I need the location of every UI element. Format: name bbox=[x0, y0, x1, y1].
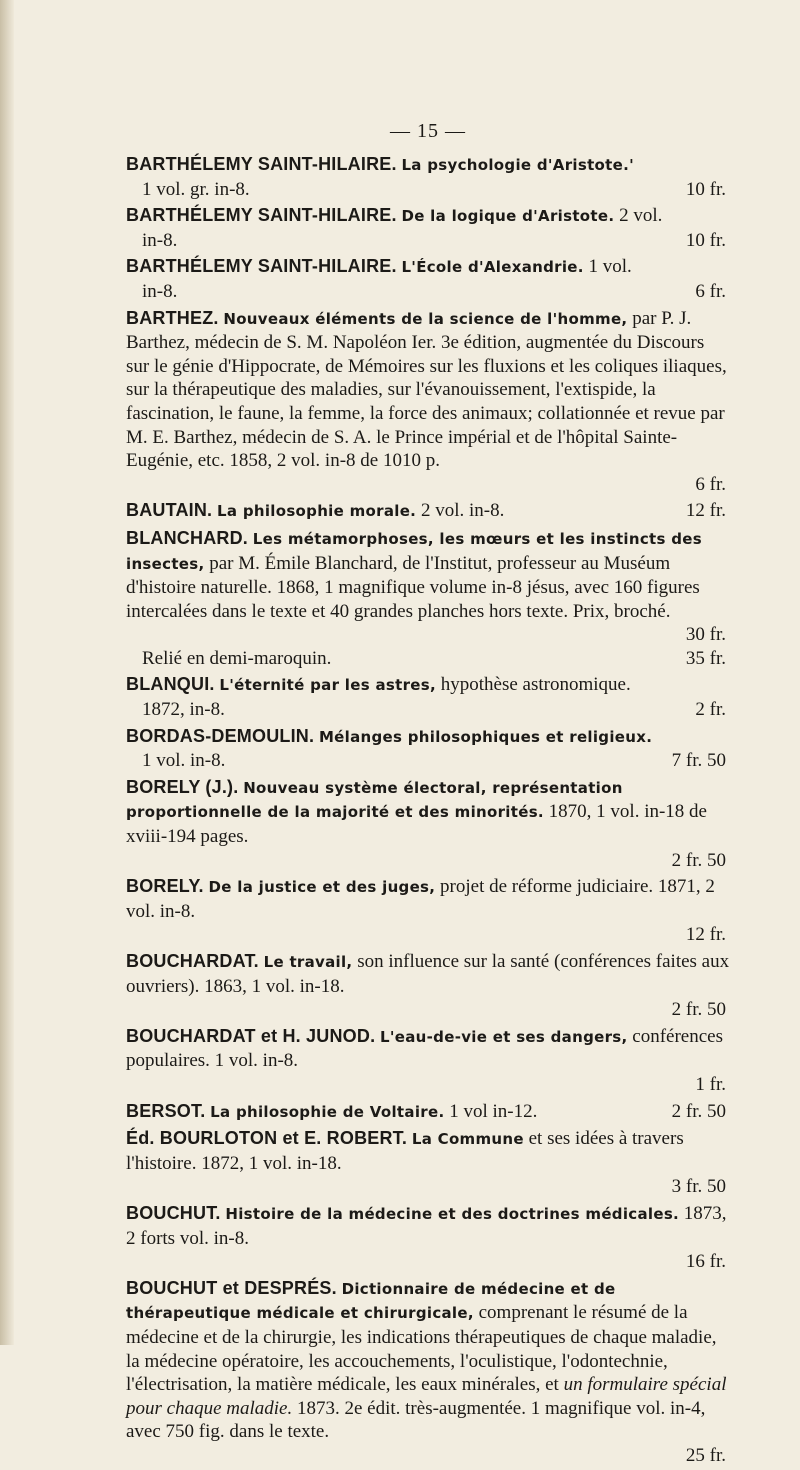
entry-author: BLANQUI. bbox=[126, 674, 215, 695]
page-edge-shadow bbox=[0, 0, 14, 1345]
entry-author: BAUTAIN. bbox=[126, 500, 213, 521]
entry-title: L'École d'Alexandrie. bbox=[401, 258, 584, 277]
entry-description: projet de réforme judiciaire. 1871, 2 vol. in-8. bbox=[126, 876, 715, 922]
entry-title: Histoire de la médecine et des doctrines médicales. bbox=[225, 1204, 680, 1223]
entry-price: 2 fr. 50 bbox=[671, 999, 726, 1021]
entry-price: 2 fr. 50 bbox=[671, 849, 726, 871]
entry-description: son influence sur la santé (conférences faites aux ouvriers). 1863, 1 vol. in-18. bbox=[126, 951, 730, 997]
entry-author: BERSOT. bbox=[126, 1100, 206, 1121]
entry-description: et ses idées à travers l'histoire. 1872, 1 vol. in-18. bbox=[126, 1128, 684, 1174]
entry-title: Nouveaux éléments de la science de l'homme, bbox=[223, 309, 628, 328]
entry-author: BORELY. bbox=[126, 876, 204, 897]
entry-author: BORDAS-DEMOULIN. bbox=[126, 725, 315, 746]
entry-details: 1 vol. in-8. bbox=[142, 750, 226, 772]
entry-details: 1 vol. gr. in-8. bbox=[142, 178, 250, 200]
catalogue-entry bbox=[126, 875, 730, 947]
entry-title: La psychologie d'Aristote.' bbox=[401, 156, 634, 174]
entry-italic-note: un formulaire spécial pour chaque maladie. bbox=[126, 1374, 727, 1419]
catalogue-entry bbox=[126, 307, 730, 497]
catalogue-entry bbox=[126, 1127, 730, 1199]
entry-price: 6 fr. bbox=[695, 280, 726, 302]
catalogue-entry bbox=[126, 673, 730, 721]
catalogue-entry bbox=[126, 1025, 730, 1097]
entry-author: Éd. BOURLOTON et E. ROBERT. bbox=[126, 1128, 408, 1149]
entry-title: Nouveau système électoral, représentation proportionnelle de la majorité et des minorités. bbox=[126, 778, 623, 822]
catalogue-entry bbox=[126, 204, 730, 252]
entry-description: comprenant le résumé de la médecine et de la chirurgie, les indications thérapeutiques de chaque maladie, la médecine opératoire, les accouchements, l'oculistique, l'odontechnie, l'électrisation, la matière médicale, les eaux minérales, et bbox=[126, 1302, 717, 1396]
entry-description: hypothèse astronomique. bbox=[440, 674, 631, 696]
entry-author: BLANCHARD. bbox=[126, 527, 248, 548]
entry-price: 16 fr. bbox=[685, 1251, 726, 1273]
entry-price: 30 fr. bbox=[685, 624, 726, 646]
entry-title: Le travail, bbox=[263, 953, 353, 971]
entry-price: 7 fr. 50 bbox=[671, 750, 726, 772]
catalogue-entry bbox=[126, 1277, 730, 1468]
entry-price: 2 fr. bbox=[695, 699, 726, 721]
entry-author: BARTHÉLEMY SAINT-HILAIRE. bbox=[126, 256, 397, 277]
catalogue-page bbox=[126, 120, 730, 1470]
entry-title: De la logique d'Aristote. bbox=[401, 207, 615, 226]
entry-author: BORELY (J.). bbox=[126, 776, 239, 797]
catalogue-entry bbox=[126, 725, 730, 773]
entry-title: La philosophie morale. bbox=[217, 502, 417, 521]
entry-author: BARTHEZ. bbox=[126, 307, 219, 328]
catalogue-entry bbox=[126, 1100, 730, 1125]
entry-details: in-8. bbox=[142, 229, 178, 251]
entry-description: conférences populaires. 1 vol. in-8. bbox=[126, 1025, 723, 1072]
entry-title: La philosophie de Voltaire. bbox=[210, 1102, 445, 1121]
catalogue-entry bbox=[126, 527, 730, 671]
entry-author: BOUCHARDAT. bbox=[126, 951, 259, 971]
entry-price: 12 fr. bbox=[685, 924, 726, 946]
entry-description: par P. J. Barthez, médecin de S. M. Napoléon Ier. 3e édition, augmentée du Discours sur le génie d'Hippocrate, de Mémoires sur les fluxions et les coliques iliaques, sur la thérapeutique des maladies, sur l'évanouissement, l'extispide, la fascination, le faune, la femme, la force des animaux; collationnée et revue par M. E. Barthez, médecin de S. A. le Prince impérial et de l'hôpital Sainte-Eugénie, etc. 1858, 2 vol. in-8 de 1010 p. bbox=[126, 307, 727, 472]
catalogue-entry bbox=[126, 776, 730, 872]
entry-title: Dictionnaire de médecine et de thérapeutique médicale et chirurgicale, bbox=[126, 1279, 616, 1323]
catalogue-entry bbox=[126, 255, 730, 303]
catalogue-entry bbox=[126, 950, 730, 1022]
entry-title: L'eau-de-vie et ses dangers, bbox=[380, 1027, 628, 1046]
entry-price: 3 fr. 50 bbox=[671, 1176, 726, 1198]
entry-title: La Commune bbox=[411, 1130, 524, 1149]
entry-author: BARTHÉLEMY SAINT-HILAIRE. bbox=[126, 154, 397, 174]
entry-description: 1870, 1 vol. in-18 de xviii-194 pages. bbox=[126, 801, 707, 848]
entry-description: 1873, 2 forts vol. in-8. bbox=[126, 1202, 727, 1249]
entry-title: De la justice et des juges, bbox=[208, 878, 436, 897]
entry-price: 35 fr. bbox=[685, 647, 726, 669]
entry-author: BOUCHUT. bbox=[126, 1202, 221, 1223]
page-number: — 15 — bbox=[390, 120, 466, 142]
entry-details: in-8. bbox=[142, 280, 178, 302]
entry-price: 1 fr. bbox=[695, 1073, 726, 1095]
entry-price: 10 fr. bbox=[685, 178, 726, 200]
entry-details: 1872, in-8. bbox=[142, 699, 225, 721]
entry-title: Les métamorphoses, les mœurs et les instincts des insectes, bbox=[126, 529, 702, 573]
entry-author: BARTHÉLEMY SAINT-HILAIRE. bbox=[126, 205, 397, 226]
catalogue-entry bbox=[126, 1202, 730, 1274]
entry-description: 1 vol. bbox=[588, 256, 632, 278]
entry-description: 1 vol in-12. bbox=[449, 1100, 538, 1122]
entry-binding: Relié en demi-maroquin. bbox=[142, 647, 332, 669]
entry-title: L'éternité par les astres, bbox=[219, 676, 436, 695]
entry-price: 2 fr. 50 bbox=[671, 1100, 726, 1122]
entry-price: 10 fr. bbox=[685, 229, 726, 251]
entry-description-continued: 1873. 2e édit. très-augmentée. 1 magnifique vol. in-4, avec 750 fig. dans le texte. bbox=[126, 1397, 706, 1443]
entry-author: BOUCHUT et DESPRÉS. bbox=[126, 1277, 337, 1298]
entry-price: 6 fr. bbox=[695, 473, 726, 495]
entry-description: 2 vol. in-8. bbox=[420, 500, 505, 522]
entry-price: 25 fr. bbox=[685, 1444, 726, 1466]
entry-description: 2 vol. bbox=[619, 205, 663, 227]
entry-price: 12 fr. bbox=[685, 500, 726, 522]
entry-title: Mélanges philosophiques et religieux. bbox=[318, 727, 653, 746]
entry-author: BOUCHARDAT et H. JUNOD. bbox=[126, 1025, 376, 1046]
catalogue-entry bbox=[126, 499, 730, 524]
entry-description: par M. Émile Blanchard, de l'Institut, professeur au Muséum d'histoire naturelle. 1868, 1 magnifique volume in-8 jésus, avec 160 figures intercalées dans le texte et 40 grandes planches hors texte. Prix, broché. bbox=[126, 552, 700, 622]
catalogue-entry bbox=[126, 153, 730, 201]
